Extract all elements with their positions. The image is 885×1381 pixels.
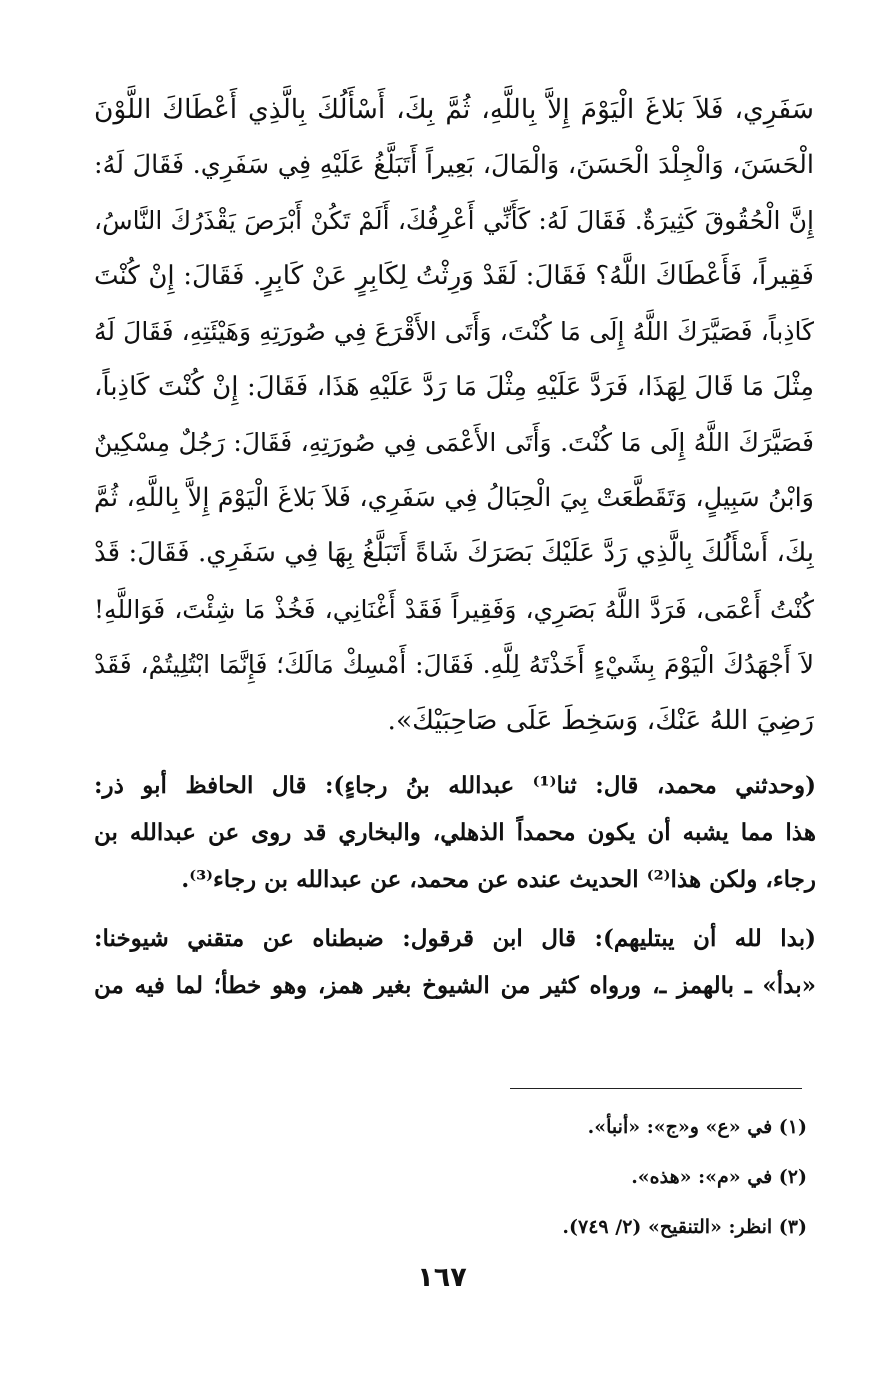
commentary-block [94, 762, 816, 1009]
commentary-line: رجاء، ولكن هذا⁽²⁾ الحديث عنده عن محمد، عن عبدالله بن رجاء⁽³⁾. [181, 866, 816, 893]
text-line: كُنْتُ أَعْمَى، فَرَدَّ اللَّهُ بَصَرِي، وَفَقِيراً فَقَدْ أَغْنَانِي، فَخُذْ مَا شِئْتَ، فَوَاللَّهِ! [94, 594, 814, 624]
text-line: فَقِيراً، فَأَعْطَاكَ اللَّهُ؟ فَقَالَ: لَقَدْ وَرِثْتُ لِكَابِرٍ عَنْ كَابِرٍ. فَقَالَ: إِنْ كُنْتَ [94, 260, 814, 291]
footnote: (١) في «ع» و«ج»: «أنبأ». [587, 1116, 807, 1138]
text-line: لاَ أَجْهَدُكَ الْيَوْمَ بِشَيْءٍ أَخَذْتَهُ لِلَّهِ. فَقَالَ: أَمْسِكْ مَالَكَ؛ فَإِنَّمَا ابْتُلِيتُمْ، فَقَدْ [94, 650, 814, 679]
footnote-separator [510, 1088, 802, 1089]
hadith-text-block [94, 82, 814, 748]
commentary-line: هذا مما يشبه أن يكون محمداً الذهلي، والبخاري قد روى عن عبدالله بن [94, 819, 816, 846]
commentary-paragraph [94, 762, 816, 903]
text-line: فَصَيَّرَكَ اللَّهُ إِلَى مَا كُنْتَ. وَأَتَى الأَعْمَى فِي صُورَتِهِ، فَقَالَ: رَجُلٌ مِسْكِينٌ [94, 428, 814, 457]
commentary-paragraph [94, 915, 816, 1009]
text-line: بِكَ، أَسْأَلُكَ بِالَّذِي رَدَّ عَلَيْكَ بَصَرَكَ شَاةً أَتَبَلَّغُ بِهَا فِي سَفَرِي. فَقَالَ: قَدْ [94, 538, 814, 568]
footnotes [247, 1102, 807, 1252]
footnote: (٣) انظر: «التنقيح» (٢/ ٧٤٩). [562, 1216, 807, 1238]
text-line: الْحَسَنَ، وَالْجِلْدَ الْحَسَنَ، وَالْمَالَ، بَعِيراً أَتَبَلَّغُ عَلَيْهِ فِي سَفَرِي. فَقَالَ لَهُ: [94, 149, 814, 180]
text-line: سَفَرِي، فَلاَ بَلاغَ الْيَوْمَ إِلاَّ بِاللَّهِ، ثُمَّ بِكَ، أَسْأَلُكَ بِالَّذِي أَعْطَاكَ اللَّوْنَ [94, 94, 814, 125]
text-line: رَضِيَ اللهُ عَنْكَ، وَسَخِطَ عَلَى صَاحِبَيْكَ». [387, 704, 814, 736]
paragraph-gap [94, 903, 816, 915]
text-line: وَابْنُ سَبِيلٍ، وَتَقَطَّعَتْ بِيَ الْحِبَالُ فِي سَفَرِي، فَلاَ بَلاغَ الْيَوْمَ إِلاَّ بِاللَّهِ، ثُمَّ [94, 482, 814, 513]
footnote: (٢) في «م»: «هذه». [631, 1166, 807, 1188]
commentary-line: (بدا لله أن يبتليهم): قال ابن قرقول: ضبطناه عن متقني شيوخنا: [94, 925, 816, 952]
text-line: مِثْلَ مَا قَالَ لِهَذَا، فَرَدَّ عَلَيْهِ مِثْلَ مَا رَدَّ عَلَيْهِ هَذَا، فَقَالَ: إِنْ كُنْتَ كَاذِباً، [94, 371, 814, 402]
page-number: ١٦٧ [417, 1262, 467, 1293]
text-line: كَاذِباً، فَصَيَّرَكَ اللَّهُ إِلَى مَا كُنْتَ، وَأَتَى الأَقْرَعَ فِي صُورَتِهِ وَهَيْئَتِهِ، فَقَالَ لَهُ [94, 317, 814, 346]
commentary-line: «بدأ» ـ بالهمز ـ، ورواه كثير من الشيوخ بغير همز، وهو خطأ؛ لما فيه من [94, 972, 816, 999]
commentary-line: (وحدثني محمد، قال: ثنا⁽¹⁾ عبدالله بنُ رجاءٍ): قال الحافظ أبو ذر: [94, 772, 816, 799]
text-line: إِنَّ الْحُقُوقَ كَثِيرَةٌ. فَقَالَ لَهُ: كَأَنِّي أَعْرِفُكَ، أَلَمْ تَكُنْ أَبْرَصَ يَقْذَرُكَ النَّاسُ، [94, 206, 814, 235]
